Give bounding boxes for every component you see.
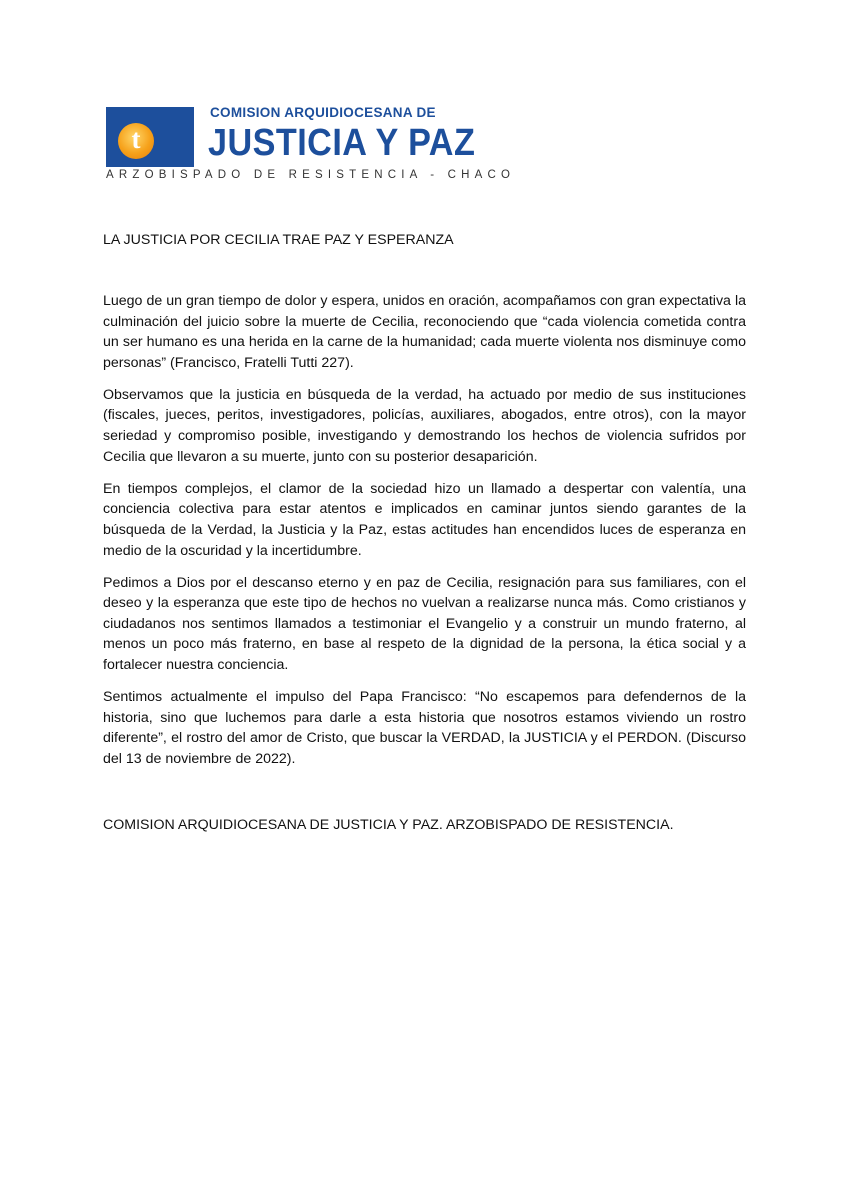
logo-name: JUSTICIA Y PAZ — [208, 122, 476, 164]
paragraph-2: Observamos que la justicia en búsqueda de la verdad, ha actuado por medio de sus instituciones (fiscales, jueces, peritos, investigadores, policías, auxiliares, abogados, entre otros), con la mayor seriedad y compromiso posible, investigando y demostrando los hechos de violencia sufridos por Cecilia que llevaron a su muerte, junto con su posterior desaparición. — [103, 386, 746, 465]
paragraph-1: Luego de un gran tiempo de dolor y espera, unidos en oración, acompañamos con gran expectativa la culminación del juicio sobre la muerte de Cecilia, reconociendo que “cada violencia cometida contra un ser humano es una herida en la carne de la humanidad; cada muerte violenta nos disminuye como personas” (Francisco, Fratelli Tutti 227). — [103, 293, 746, 371]
document-body — [103, 291, 746, 781]
paragraph-4: Pedimos a Dios por el descanso eterno y en paz de Cecilia, resignación para sus familiares, con el deseo y la esperanza que este tipo de hechos no vuelvan a realizarse nunca más. Como cristianos y ciudadanos nos sentimos llamados a testimoniar el Evangelio y a construir un mundo fraterno, al menos un poco más fraterno, en base al respeto de la dignidad de la persona, la ética social y a fortalecer nuestra conciencia. — [103, 574, 746, 673]
paragraph-3: En tiempos complejos, el clamor de la sociedad hizo un llamado a despertar con valentía, una conciencia colectiva para estar atentos e implicados en caminar juntos siendo garantes de la búsqueda de la Verdad, la Justicia y la Paz, estas actitudes han encendidos luces de esperanza en medio de la oscuridad y la incertidumbre. — [103, 480, 746, 559]
logo-org-line: COMISION ARQUIDIOCESANA DE — [210, 105, 436, 120]
paragraph-5: Sentimos actualmente el impulso del Papa Francisco: “No escapemos para defendernos de la historia, sino que luchemos para darle a esta historia que nosotros estamos viviendo un rostro diferente”, el rostro del amor de Cristo, que buscar la VERDAD, la JUSTICIA y el PERDON. (Discurso del 13 de noviembre de 2022). — [103, 689, 746, 767]
document-title: LA JUSTICIA POR CECILIA TRAE PAZ Y ESPERANZA — [103, 232, 454, 248]
document-signature: COMISION ARQUIDIOCESANA DE JUSTICIA Y PAZ. ARZOBISPADO DE RESISTENCIA. — [103, 817, 674, 833]
logo-subtitle: ARZOBISPADO DE RESISTENCIA - CHACO — [106, 169, 516, 181]
logo-letter: t — [131, 124, 141, 154]
organization-logo — [106, 104, 516, 184]
logo-emblem — [106, 107, 194, 167]
